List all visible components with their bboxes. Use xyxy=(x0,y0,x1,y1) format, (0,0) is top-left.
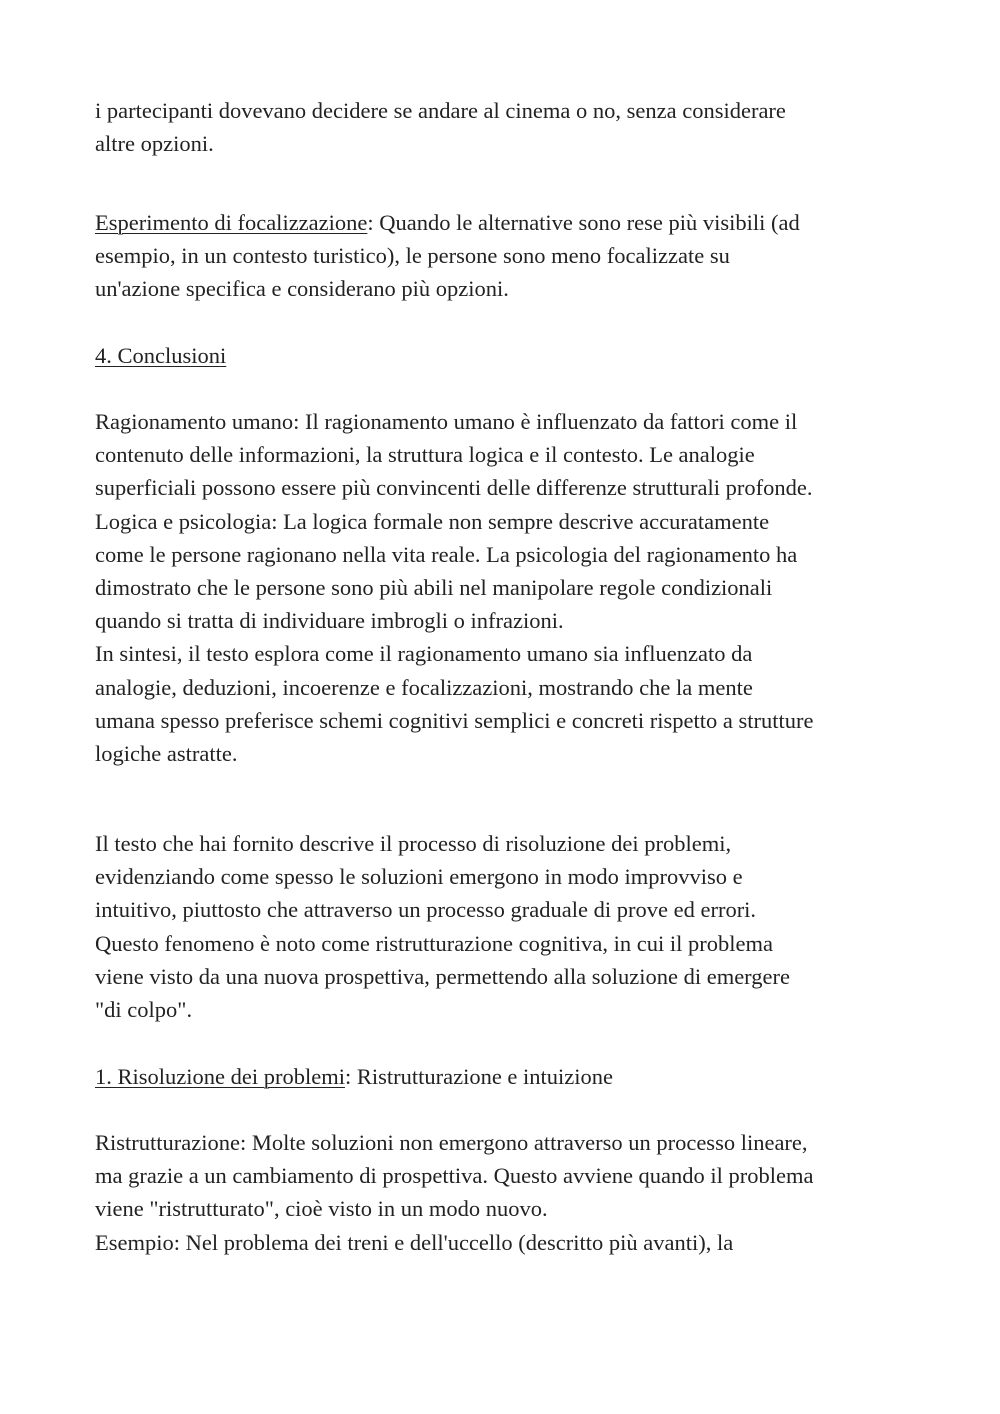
text-line: viene "ristrutturato", cioè visto in un modo nuovo. xyxy=(95,1196,548,1222)
text-line xyxy=(95,1060,915,1093)
text-line: esempio, in un contesto turistico), le persone sono meno focalizzate su xyxy=(95,243,730,269)
underlined-heading: 1. Risoluzione dei problemi xyxy=(95,1064,345,1089)
text-line: Logica e psicologia: La logica formale non sempre descrive accuratamente xyxy=(95,508,770,534)
text-line xyxy=(95,206,915,239)
text-line: i partecipanti dovevano decidere se andare al cinema o no, senza considerare xyxy=(95,98,786,123)
text-line: Questo fenomeno è noto come ristrutturazione cognitiva, in cui il problema xyxy=(95,930,773,956)
text-line: Ristrutturazione: Molte soluzioni non emergono attraverso un processo lineare, xyxy=(95,1130,808,1155)
text-line: "di colpo". xyxy=(95,996,193,1022)
text-fragment: : Ristrutturazione e intuizione xyxy=(344,1064,614,1089)
underlined-heading: Esperimento di focalizzazione xyxy=(95,210,368,235)
text-line: un'azione specifica e considerano più opzioni. xyxy=(95,276,509,302)
text-line: logiche astratte. xyxy=(95,740,238,766)
paragraph-focalizzazione xyxy=(95,206,915,306)
section-heading-conclusioni xyxy=(95,339,915,372)
text-line: In sintesi, il testo esplora come il ragionamento umano sia influenzato da xyxy=(95,641,753,667)
text-line: viene visto da una nuova prospettiva, permettendo alla soluzione di emergere xyxy=(95,963,790,989)
text-line: dimostrato che le persone sono più abili nel manipolare regole condizionali xyxy=(95,574,773,600)
text-line: evidenziando come spesso le soluzioni emergono in modo improvviso e xyxy=(95,864,743,890)
text-line: intuitivo, piuttosto che attraverso un processo graduale di prove ed errori. xyxy=(95,897,757,923)
text-line: quando si tratta di individuare imbrogli o infrazioni. xyxy=(95,608,564,634)
text-line: superficiali possono essere più convincenti delle differenze strutturali profonde. xyxy=(95,475,813,501)
text-line: analogie, deduzioni, incoerenze e focalizzazioni, mostrando che la mente xyxy=(95,674,753,700)
paragraph-intro xyxy=(95,94,915,160)
section-heading-risoluzione xyxy=(95,1060,915,1093)
text-line: ma grazie a un cambiamento di prospettiva. Questo avviene quando il problema xyxy=(95,1163,814,1189)
text-fragment: : Quando le alternative sono rese più visibili (ad xyxy=(367,210,800,235)
text-line: altre opzioni. xyxy=(95,131,214,157)
text-line: Ragionamento umano: Il ragionamento umano è influenzato da fattori come il xyxy=(95,409,798,434)
text-line: umana spesso preferisce schemi cognitivi semplici e concreti rispetto a strutture xyxy=(95,707,814,733)
paragraph-ristrutturazione xyxy=(95,1126,915,1259)
paragraph-conclusioni xyxy=(95,405,915,770)
text-line: Il testo che hai fornito descrive il processo di risoluzione dei problemi, xyxy=(95,831,732,856)
text-line: come le persone ragionano nella vita reale. La psicologia del ragionamento ha xyxy=(95,541,798,567)
paragraph-risoluzione-intro xyxy=(95,827,915,1026)
underlined-heading: 4. Conclusioni xyxy=(95,343,227,368)
text-line: Esempio: Nel problema dei treni e dell'uccello (descritto più avanti), la xyxy=(95,1229,734,1255)
text-line: contenuto delle informazioni, la struttura logica e il contesto. Le analogie xyxy=(95,442,755,468)
text-line xyxy=(95,339,915,372)
